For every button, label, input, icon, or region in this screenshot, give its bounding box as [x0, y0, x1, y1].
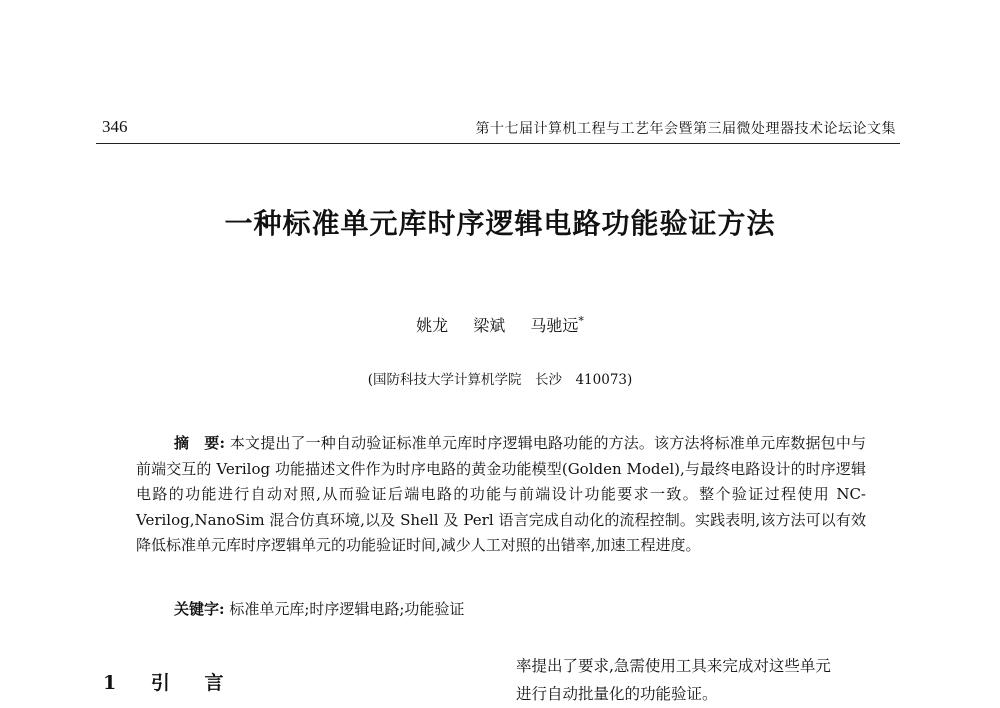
header-rule [96, 143, 900, 144]
keywords-label: 关键字: [174, 600, 225, 618]
page-number: 346 [102, 117, 128, 136]
body-line-2: 进行自动批量化的功能验证。 [516, 685, 718, 703]
author-3-name: 马驰远 [530, 316, 579, 335]
abstract [136, 431, 866, 559]
keywords-text: 标准单元库;时序逻辑电路;功能验证 [229, 600, 465, 618]
body-line-1: 率提出了要求,急需使用工具来完成对这些单元 [516, 657, 831, 675]
author-footnote-mark: * [578, 314, 584, 328]
author-list [0, 313, 1000, 336]
running-title: 第十七届计算机工程与工艺年会暨第三届微处理器技术论坛论文集 [475, 121, 896, 137]
right-column-text [516, 652, 900, 708]
paper-title: 一种标准单元库时序逻辑电路功能验证方法 [224, 207, 776, 240]
author-2: 梁斌 [473, 316, 506, 335]
author-3 [530, 316, 584, 335]
abstract-label: 摘 要: [174, 434, 225, 452]
affiliation: (国防科技大学计算机学院 长沙 410073) [367, 372, 633, 388]
keywords [174, 598, 464, 619]
author-1: 姚龙 [416, 316, 449, 335]
section-heading: 1 引 言 [103, 672, 238, 694]
abstract-text: 本文提出了一种自动验证标准单元库时序逻辑电路功能的方法。该方法将标准单元库数据包中与前端交互的 Verilog 功能描述文件作为时序电路的黄金功能模型(Golden Model),与最终电路设计的时序逻辑电路的功能进行自动对照,从而验证后端电路的功能与前端设计功能要求一致。整个验证过程使用 NC-Verilog,NanoSim 混合仿真环境,以及 Shell 及 Perl 语言完成自动化的流程控制。实践表明,该方法可以有效降低标准单元库时序逻辑单元的功能验证时间,减少人工对照的出错率,加速工程进度。 [136, 434, 866, 554]
page-header [96, 117, 900, 139]
